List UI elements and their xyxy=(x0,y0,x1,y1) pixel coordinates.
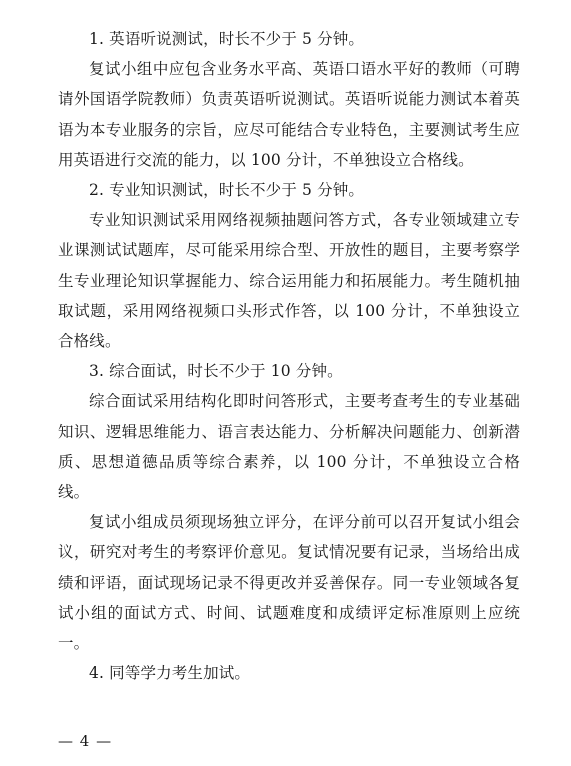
section-heading-equivalent-candidates: 4. 同等学力考生加试。 xyxy=(89,664,251,683)
section-heading-english-test: 1. 英语听说测试，时长不少于 5 分钟。 xyxy=(89,30,365,48)
paragraph-scoring: 复试小组成员须现场独立评分，在评分前可以召开复试小组会议，研究对考生的考察评价意见。复试情况要有记录，当场给出成绩和评语，面试现场记录不得更改并妥善保存。同一专业领域各复试小组的面试方式、时间、试题难度和成绩评定标准原则上应统一。 xyxy=(58,513,520,653)
paragraph-professional-test: 专业知识测试采用网络视频抽题问答方式，各专业领域建立专业课测试试题库，尽可能采用综合型、开放性的题目，主要考察学生专业理论知识掌握能力、综合运用能力和拓展能力。考生随机抽取试题，采用网络视频口头形式作答，以 100 分计，不单独设立合格线。 xyxy=(58,211,520,351)
page-number: — 4 — xyxy=(58,732,113,750)
section-heading-comprehensive-interview: 3. 综合面试，时长不少于 10 分钟。 xyxy=(89,362,343,381)
document-body xyxy=(58,24,520,688)
section-heading-professional-test: 2. 专业知识测试，时长不少于 5 分钟。 xyxy=(89,181,365,200)
paragraph-comprehensive-interview: 综合面试采用结构化即时问答形式，主要考查考生的专业基础知识、逻辑思维能力、语言表达能力、分析解决问题能力、创新潜质、思想道德品质等综合素养，以 100 分计，不单独设立合格线。 xyxy=(58,392,520,502)
paragraph-english-test: 复试小组中应包含业务水平高、英语口语水平好的教师（可聘请外国语学院教师）负责英语听说测试。英语听说能力测试本着英语为本专业服务的宗旨，应尽可能结合专业特色，主要测试考生应用英语进行交流的能力，以 100 分计，不单独设立合格线。 xyxy=(58,60,520,169)
